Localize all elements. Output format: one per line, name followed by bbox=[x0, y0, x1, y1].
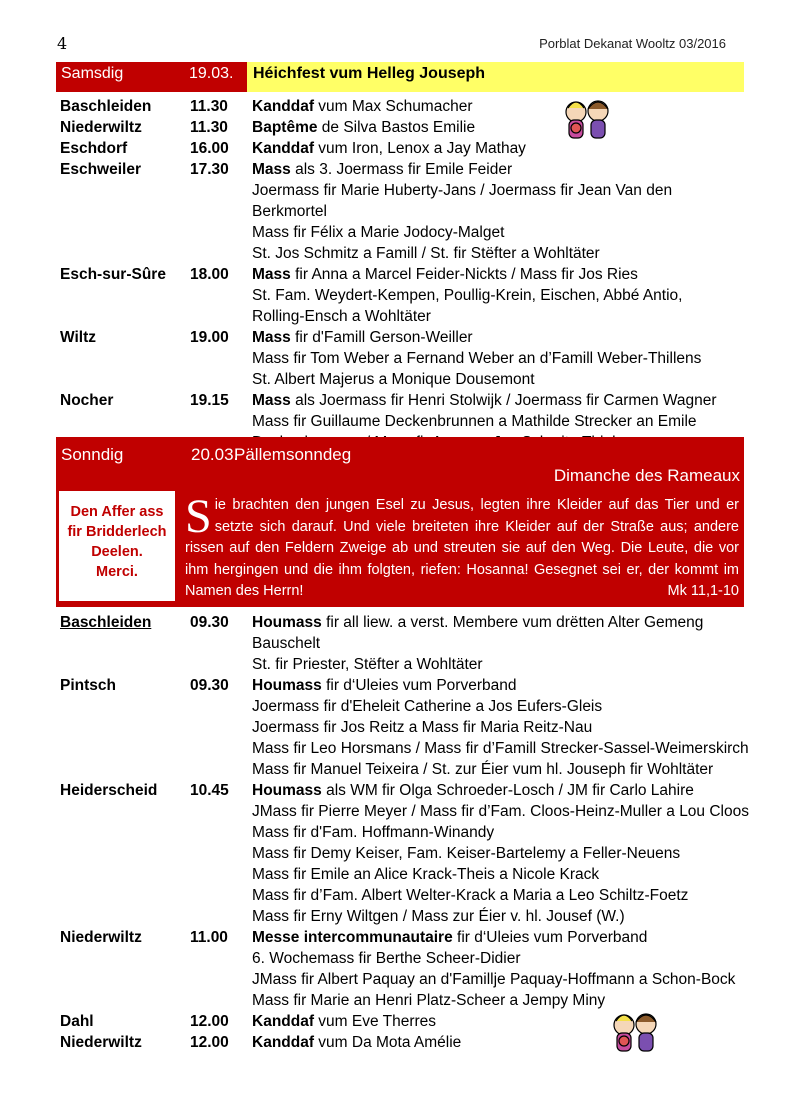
service-details-continued: Mass fir Marie an Henri Platz-Scheer a Jempy Miny bbox=[252, 992, 606, 1009]
saturday-day-label: Samsdig bbox=[56, 62, 189, 92]
service-details-continued: JMass fir Pierre Meyer / Mass fir d’Fam. Cloos-Heinz-Muller a Lou Cloos bbox=[252, 803, 749, 820]
service-description bbox=[252, 390, 750, 411]
service-time: 12.00 bbox=[190, 1013, 229, 1030]
schedule-row bbox=[60, 117, 750, 138]
place-name: Nocher bbox=[60, 392, 114, 409]
service-description bbox=[252, 117, 750, 138]
schedule-row bbox=[60, 780, 750, 801]
service-time: 11.30 bbox=[190, 119, 228, 136]
service-details-continued: Mass fir Demy Keiser, Fam. Keiser-Bartelemy a Feller-Neuens bbox=[252, 845, 681, 862]
publication-title: Porblat Dekanat Wooltz 03/2016 bbox=[539, 36, 726, 51]
service-details-continued: Rolling-Ensch a Wohltäter bbox=[252, 308, 431, 325]
service-details: fir d‘Uleies vum Porverband bbox=[321, 677, 517, 694]
service-details-continued: Mass fir Guillaume Deckenbrunnen a Mathilde Strecker an Emile bbox=[252, 413, 697, 430]
service-time: 18.00 bbox=[190, 266, 229, 283]
place-name: Heiderscheid bbox=[60, 782, 158, 799]
service-details-continued: 6. Wochemass fir Berthe Scheer-Didier bbox=[252, 950, 521, 967]
offering-line: Merci. bbox=[96, 564, 138, 580]
place-name: Dahl bbox=[60, 1013, 94, 1030]
offering-line: Den Affer ass bbox=[70, 504, 164, 520]
service-type: Mass bbox=[252, 161, 291, 178]
service-details: fir d'Famill Gerson-Weiller bbox=[290, 329, 473, 346]
gospel-text bbox=[185, 490, 739, 603]
place-name: Eschweiler bbox=[60, 161, 141, 178]
service-type: Kanddaf bbox=[252, 98, 314, 115]
service-time: 19.15 bbox=[190, 392, 229, 409]
sunday-box bbox=[56, 437, 744, 607]
page-number: 4 bbox=[57, 34, 68, 53]
service-details-continued: Mass fir Tom Weber a Fernand Weber an d’Famill Weber-Thillens bbox=[252, 350, 702, 367]
service-details-continued: St. Jos Schmitz a Famill / St. fir Stëfter a Wohltäter bbox=[252, 245, 600, 262]
sunday-date: 20.03. bbox=[191, 445, 239, 464]
place-name: Wiltz bbox=[60, 329, 97, 346]
service-details: als WM fir Olga Schroeder-Losch / JM fir Carlo Lahire bbox=[321, 782, 694, 799]
service-details-continued: Mass fir d'Fam. Hoffmann-Winandy bbox=[252, 824, 495, 841]
place-name: Baschleiden bbox=[60, 98, 152, 115]
service-details-continued: St. Fam. Weydert-Kempen, Poullig-Krein, Eischen, Abbé Antio, bbox=[252, 287, 683, 304]
service-time: 09.30 bbox=[190, 677, 229, 694]
service-description bbox=[252, 675, 750, 696]
service-details-continued: Mass fir d’Fam. Albert Welter-Krack a Maria a Leo Schiltz-Foetz bbox=[252, 887, 689, 904]
service-details-continued: Bauschelt bbox=[252, 635, 321, 652]
service-description bbox=[252, 264, 750, 285]
service-details-continued: Mass fir Manuel Teixeira / St. zur Éier vum hl. Jouseph fir Wohltäter bbox=[252, 761, 714, 778]
service-type: Kanddaf bbox=[252, 1034, 314, 1051]
service-description bbox=[252, 1011, 750, 1032]
service-details: als 3. Joermass fir Emile Feider bbox=[290, 161, 513, 178]
schedule-row bbox=[60, 327, 750, 348]
gospel-reference: Mk 11,1-10 bbox=[667, 583, 739, 599]
service-time: 11.30 bbox=[190, 98, 228, 115]
offering-line: fir Bridderlech bbox=[67, 524, 167, 540]
schedule-row bbox=[60, 159, 750, 180]
sunday-schedule bbox=[60, 612, 750, 1053]
service-type: Kanddaf bbox=[252, 140, 314, 157]
sunday-title: Pällemsonndeg bbox=[234, 445, 352, 464]
service-details: vum Iron, Lenox a Jay Mathay bbox=[314, 140, 526, 157]
service-description bbox=[252, 96, 750, 117]
service-details-continued: St. Albert Majerus a Monique Dousemont bbox=[252, 371, 535, 388]
service-details-continued: Mass fir Erny Wiltgen / Mass zur Éier v. hl. Jousef (W.) bbox=[252, 908, 625, 925]
service-details: de Silva Bastos Emilie bbox=[317, 119, 476, 136]
service-description bbox=[252, 138, 750, 159]
schedule-row bbox=[60, 96, 750, 117]
service-description bbox=[252, 612, 750, 633]
service-details: fir all liew. a verst. Membere vum drëtten Alter Gemeng bbox=[321, 614, 704, 631]
saturday-date: 19.03. bbox=[189, 62, 247, 92]
sunday-subtitle: Dimanche des Rameaux bbox=[553, 466, 740, 485]
gospel-body: ie brachten den jungen Esel zu Jesus, legten ihre Kleider auf das Tier und er setzte sich darauf. Und viele breiteten ihre Kleider auf der Straße aus; andere rissen auf den Feldern Zweige ab und streuten sie auf den Weg. Die Leute, die vor ihm hergingen und die ihm folgten, riefen: Hosanna! Gesegnet sei er, der kommt im Namen des Herrn! bbox=[185, 497, 739, 599]
gospel-dropcap: S bbox=[185, 490, 212, 543]
service-details: fir Anna a Marcel Feider-Nickts / Mass fir Jos Ries bbox=[290, 266, 638, 283]
saturday-schedule bbox=[60, 96, 750, 453]
schedule-row bbox=[60, 612, 750, 633]
service-description bbox=[252, 1032, 750, 1053]
service-details-continued: Joermass fir Marie Huberty-Jans / Joermass fir Jean Van den Berkmortel bbox=[252, 182, 673, 220]
service-time: 19.00 bbox=[190, 329, 229, 346]
sunday-day-label: Sonndig bbox=[61, 445, 124, 464]
place-name: Eschdorf bbox=[60, 140, 128, 157]
service-details-continued: Joermass fir Jos Reitz a Mass fir Maria Reitz-Nau bbox=[252, 719, 593, 736]
service-time: 12.00 bbox=[190, 1034, 229, 1051]
service-details: als Joermass fir Henri Stolwijk / Joermass fir Carmen Wagner bbox=[290, 392, 717, 409]
place-name: Pintsch bbox=[60, 677, 116, 694]
schedule-row bbox=[60, 675, 750, 696]
place-name: Niederwiltz bbox=[60, 929, 142, 946]
service-time: 09.30 bbox=[190, 614, 229, 631]
service-details-continued: Mass fir Félix a Marie Jodocy-Malget bbox=[252, 224, 505, 241]
place-name: Baschleiden bbox=[60, 614, 152, 631]
service-time: 11.00 bbox=[190, 929, 228, 946]
service-description bbox=[252, 927, 750, 948]
service-details-continued: Joermass fir d'Eheleit Catherine a Jos Eufers-Gleis bbox=[252, 698, 603, 715]
service-time: 17.30 bbox=[190, 161, 229, 178]
children-illustration-icon bbox=[558, 98, 616, 144]
saturday-feast-title: Héichfest vum Helleg Jouseph bbox=[247, 62, 744, 92]
service-description bbox=[252, 159, 750, 180]
offering-line: Deelen. bbox=[91, 544, 143, 560]
schedule-row bbox=[60, 138, 750, 159]
schedule-row bbox=[60, 264, 750, 285]
schedule-row bbox=[60, 390, 750, 411]
service-description bbox=[252, 780, 750, 801]
service-details-continued: St. fir Priester, Stëfter a Wohltäter bbox=[252, 656, 483, 673]
place-name: Niederwiltz bbox=[60, 119, 142, 136]
service-type: Messe intercommunautaire bbox=[252, 929, 453, 946]
place-name: Esch-sur-Sûre bbox=[60, 266, 166, 283]
service-details-continued: Mass fir Emile an Alice Krack-Theis a Nicole Krack bbox=[252, 866, 600, 883]
service-details: vum Eve Therres bbox=[314, 1013, 437, 1030]
place-name: Niederwiltz bbox=[60, 1034, 142, 1051]
service-type: Kanddaf bbox=[252, 1013, 314, 1030]
service-description bbox=[252, 327, 750, 348]
service-time: 10.45 bbox=[190, 782, 229, 799]
service-details: vum Max Schumacher bbox=[314, 98, 473, 115]
service-type: Houmass bbox=[252, 677, 322, 694]
schedule-row bbox=[60, 927, 750, 948]
offering-notice bbox=[59, 491, 175, 601]
service-type: Mass bbox=[252, 266, 291, 283]
service-type: Mass bbox=[252, 392, 291, 409]
service-type: Mass bbox=[252, 329, 291, 346]
service-type: Houmass bbox=[252, 614, 322, 631]
service-type: Baptême bbox=[252, 119, 318, 136]
service-type: Houmass bbox=[252, 782, 322, 799]
service-details-continued: JMass fir Albert Paquay an d'Famillje Paquay-Hoffmann a Schon-Bock bbox=[252, 971, 736, 988]
service-details-continued: Mass fir Leo Horsmans / Mass fir d’Famill Strecker-Sassel-Weimerskirch bbox=[252, 740, 749, 757]
children-illustration-icon bbox=[606, 1011, 664, 1057]
saturday-header-bar bbox=[56, 62, 744, 92]
service-time: 16.00 bbox=[190, 140, 229, 157]
service-details: vum Da Mota Amélie bbox=[314, 1034, 462, 1051]
service-details: fir d‘Uleies vum Porverband bbox=[452, 929, 648, 946]
